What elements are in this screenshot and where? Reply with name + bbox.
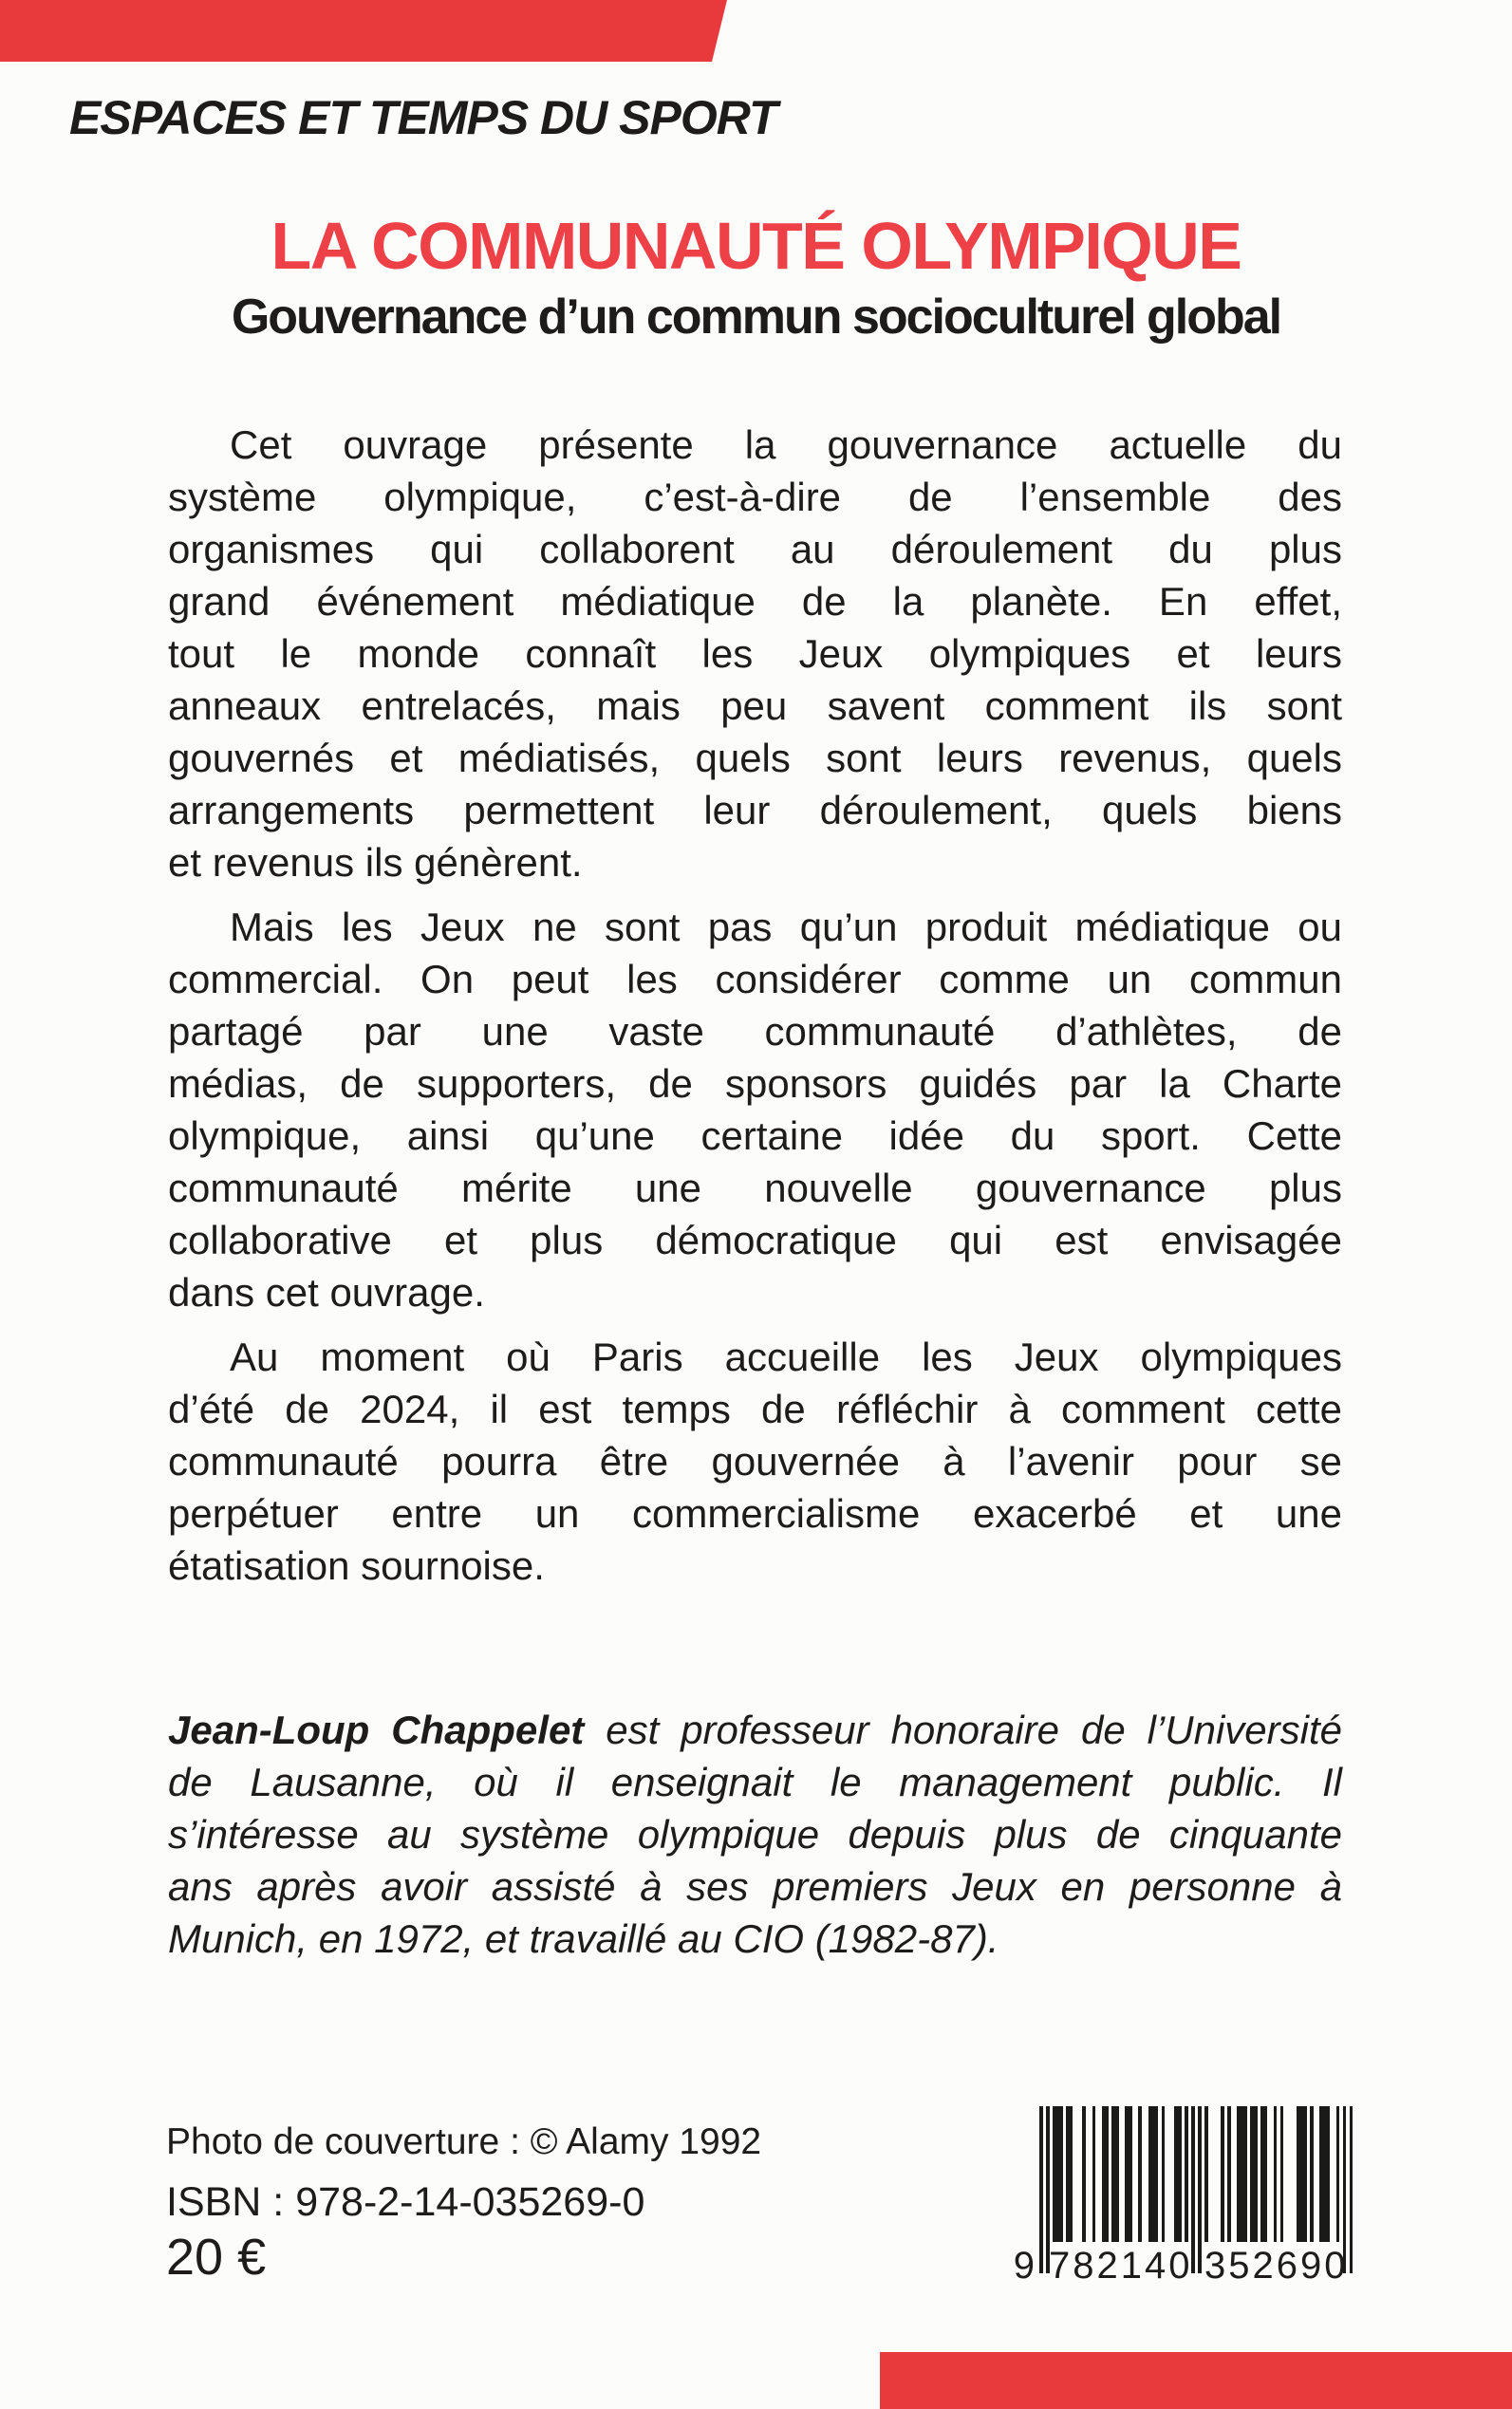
bio-line: ans après avoir assisté à ses premiers Jeux en personne à bbox=[168, 1864, 1342, 1909]
body-line: dans cet ouvrage. bbox=[168, 1270, 485, 1315]
barcode-bar bbox=[1053, 2106, 1063, 2242]
body-line: olympique, ainsi qu’une certaine idée du sport. Cette bbox=[168, 1113, 1342, 1158]
author-bio bbox=[168, 1704, 1342, 1965]
barcode-bar bbox=[1274, 2106, 1278, 2242]
barcode-bar bbox=[1174, 2106, 1181, 2242]
body-line: grand événement médiatique de la planète. En effet, bbox=[168, 579, 1342, 624]
body-line: communauté pourra être gouvernée à l’avenir pour se bbox=[168, 1439, 1342, 1484]
bio-line: Munich, en 1972, et travaillé au CIO (1982-87). bbox=[168, 1916, 999, 1961]
body-line: système olympique, c’est-à-dire de l’ensemble des bbox=[168, 475, 1342, 519]
body-paragraph bbox=[168, 901, 1342, 1318]
body-line: tout le monde connaît les Jeux olympiques et leurs bbox=[168, 631, 1342, 676]
barcode-bar bbox=[1221, 2106, 1224, 2242]
blurb bbox=[168, 419, 1342, 1592]
barcode-bar bbox=[1092, 2106, 1096, 2242]
barcode-bar bbox=[1138, 2106, 1142, 2242]
body-line: communauté mérite une nouvelle gouvernance plus bbox=[168, 1166, 1342, 1210]
barcode-bar bbox=[1204, 2106, 1208, 2242]
body-line: Cet ouvrage présente la gouvernance actuelle du bbox=[230, 422, 1342, 467]
collection-title: ESPACES ET TEMPS DU SPORT bbox=[69, 91, 777, 144]
barcode-bar bbox=[1319, 2106, 1330, 2242]
body-line: anneaux entrelacés, mais peu savent comment ils sont bbox=[168, 683, 1342, 728]
body-line: perpétuer entre un commercialisme exacerbé et une bbox=[168, 1491, 1342, 1536]
barcode-bar bbox=[1148, 2106, 1159, 2242]
book-subtitle: Gouvernance d’un commun socioculturel global bbox=[231, 289, 1281, 345]
barcode-bar bbox=[1227, 2106, 1231, 2242]
barcode-digit-group-left: 782140 bbox=[1049, 2245, 1193, 2287]
barcode-prefix-digit: 9 bbox=[1013, 2245, 1035, 2287]
body-line: d’été de 2024, il est temps de réfléchir à comment cette bbox=[168, 1387, 1342, 1431]
barcode-digit-group-right: 352690 bbox=[1204, 2245, 1349, 2287]
body-line: commercial. On peut les considérer comme un commun bbox=[168, 957, 1342, 1001]
barcode bbox=[1006, 2106, 1386, 2296]
top-red-banner bbox=[0, 0, 727, 62]
barcode-bar bbox=[1066, 2106, 1073, 2242]
barcode-bar bbox=[1162, 2106, 1166, 2242]
price: 20 € bbox=[166, 2229, 267, 2286]
barcode-bar bbox=[1237, 2106, 1247, 2242]
body-line: arrangements permettent leur déroulement, quels biens bbox=[168, 788, 1342, 832]
barcode-bar bbox=[1250, 2106, 1257, 2242]
isbn: ISBN : 978-2-14-035269-0 bbox=[166, 2179, 645, 2225]
barcode-bar bbox=[1336, 2106, 1340, 2242]
bio-line: Jean-Loup Chappelet est professeur honoraire de l’Université bbox=[168, 1708, 1342, 1752]
book-title: LA COMMUNAUTÉ OLYMPIQUE bbox=[271, 209, 1241, 283]
barcode-bar bbox=[1185, 2106, 1188, 2242]
body-paragraph bbox=[168, 1331, 1342, 1592]
author-name: Jean-Loup Chappelet bbox=[168, 1708, 585, 1752]
bio-line: s’intéresse au système olympique depuis plus de cinquante bbox=[168, 1812, 1342, 1857]
photo-credit: Photo de couverture : © Alamy 1992 bbox=[166, 2121, 762, 2162]
body-line: Au moment où Paris accueille les Jeux olympiques bbox=[230, 1335, 1342, 1379]
barcode-bar bbox=[1102, 2106, 1109, 2242]
bottom-red-band bbox=[880, 2352, 1512, 2409]
barcode-digits bbox=[1006, 2247, 1353, 2285]
body-line: et revenus ils génèrent. bbox=[168, 840, 583, 885]
body-line: partagé par une vaste communauté d’athlètes, de bbox=[168, 1009, 1342, 1054]
barcode-bar bbox=[1125, 2106, 1131, 2242]
body-line: gouvernés et médiatisés, quels sont leurs revenus, quels bbox=[168, 736, 1342, 780]
barcode-bar bbox=[1260, 2106, 1267, 2242]
barcode-bar bbox=[1310, 2106, 1314, 2242]
bio-line: de Lausanne, où il enseignait le management public. Il bbox=[168, 1760, 1342, 1804]
barcode-bar bbox=[1082, 2106, 1086, 2242]
barcode-bar bbox=[1111, 2106, 1118, 2242]
body-paragraph bbox=[168, 419, 1342, 888]
body-line: Mais les Jeux ne sont pas qu’un produit médiatique ou bbox=[230, 905, 1342, 949]
body-line: organismes qui collaborent au déroulement du plus bbox=[168, 527, 1342, 571]
body-line: médias, de supporters, de sponsors guidés par la Charte bbox=[168, 1061, 1342, 1106]
body-line: collaborative et plus démocratique qui est envisagée bbox=[168, 1218, 1342, 1262]
barcode-bar bbox=[1297, 2106, 1307, 2242]
body-line: étatisation sournoise. bbox=[168, 1543, 545, 1588]
barcode-bar bbox=[1280, 2106, 1284, 2242]
